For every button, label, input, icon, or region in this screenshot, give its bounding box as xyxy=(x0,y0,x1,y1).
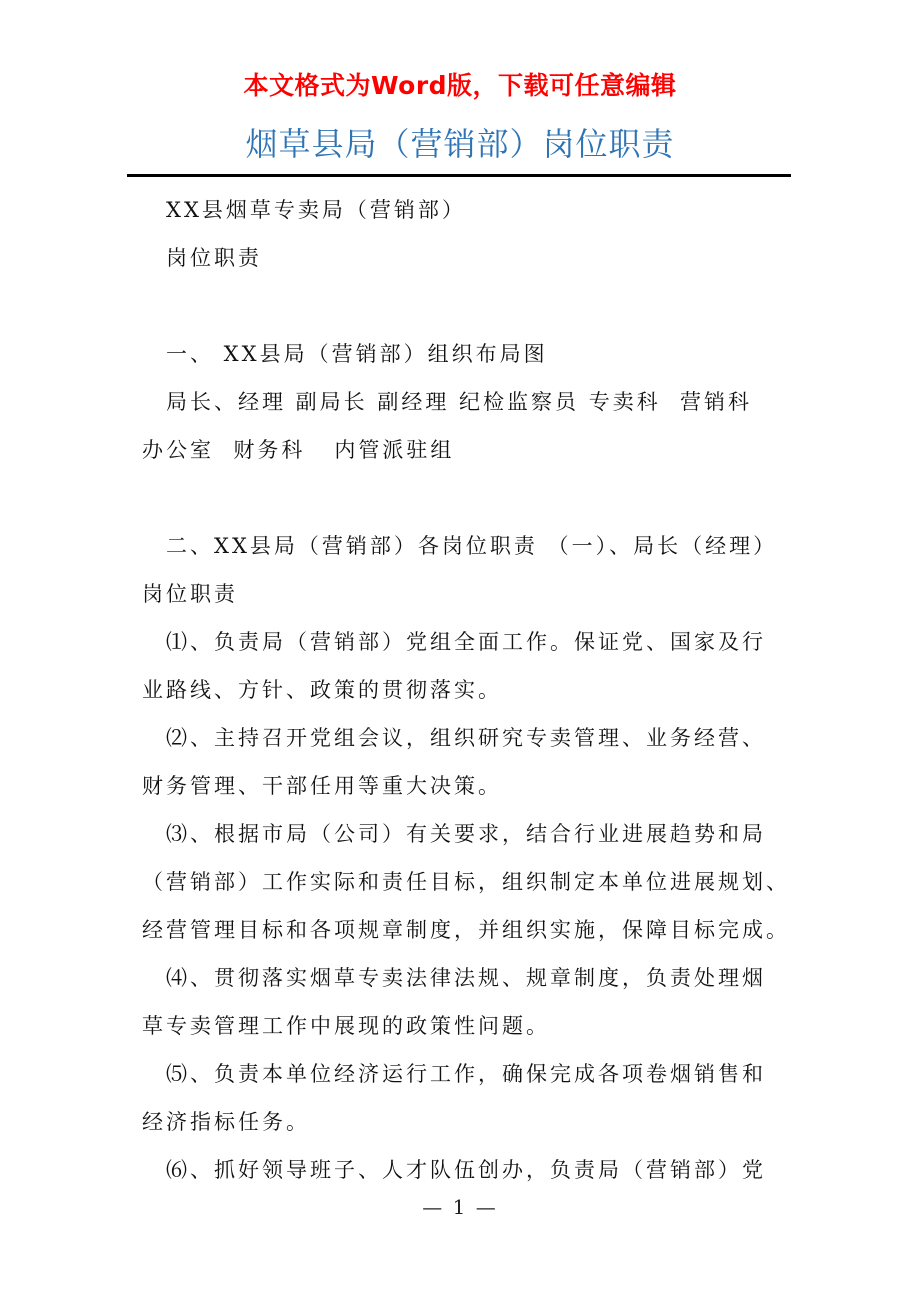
duty-item-3-cont2: 经营管理目标和各项规章制度，并组织实施，保障目标完成。 xyxy=(142,918,790,942)
download-banner: 本文格式为Word版，下载可任意编辑 xyxy=(243,71,677,100)
org-chart-line-1: 局长、经理 副局长 副经理 纪检监察员 专卖科 营销科 xyxy=(166,390,753,414)
org-chart-line-2: 办公室 财务科 内管派驻组 xyxy=(142,438,455,462)
spacer xyxy=(142,282,792,330)
duty-item-3-cont: （营销部）工作实际和责任目标，组织制定本单位进展规划、 xyxy=(142,870,790,894)
duty-item-4-cont: 草专卖管理工作中展现的政策性问题。 xyxy=(142,1014,550,1038)
duty-item-6: ⑹、抓好领导班子、人才队伍创办，负责局（营销部）党 xyxy=(166,1158,766,1182)
duty-item-5-cont: 经济指标任务。 xyxy=(142,1110,310,1134)
duty-item-4: ⑷、贯彻落实烟草专卖法律法规、规章制度，负责处理烟 xyxy=(166,966,766,990)
header-line-2: 岗位职责 xyxy=(166,246,262,270)
section2-heading-cont: 岗位职责 xyxy=(142,582,238,606)
document-body xyxy=(142,186,792,1194)
duty-item-5: ⑸、负责本单位经济运行工作，确保完成各项卷烟销售和 xyxy=(166,1062,766,1086)
duty-item-1-cont: 业路线、方针、政策的贯彻落实。 xyxy=(142,678,502,702)
spacer xyxy=(142,474,792,522)
duty-item-2: ⑵、主持召开党组会议，组织研究专卖管理、业务经营、 xyxy=(166,726,766,750)
duty-item-3: ⑶、根据市局（公司）有关要求，结合行业进展趋势和局 xyxy=(166,822,766,846)
header-line-1: XX县烟草专卖局（营销部） xyxy=(166,198,466,222)
title-divider xyxy=(127,174,791,177)
document-title: 烟草县局（营销部）岗位职责 xyxy=(245,125,675,163)
duty-item-2-cont: 财务管理、干部任用等重大决策。 xyxy=(142,774,502,798)
duty-item-1: ⑴、负责局（营销部）党组全面工作。保证党、国家及行 xyxy=(166,630,766,654)
page-number: — 1 — xyxy=(422,1195,498,1219)
section2-heading: 二、XX县局（营销部）各岗位职责 （一）、局长（经理） xyxy=(166,534,778,558)
section1-heading: 一、 XX县局（营销部）组织布局图 xyxy=(166,342,548,366)
